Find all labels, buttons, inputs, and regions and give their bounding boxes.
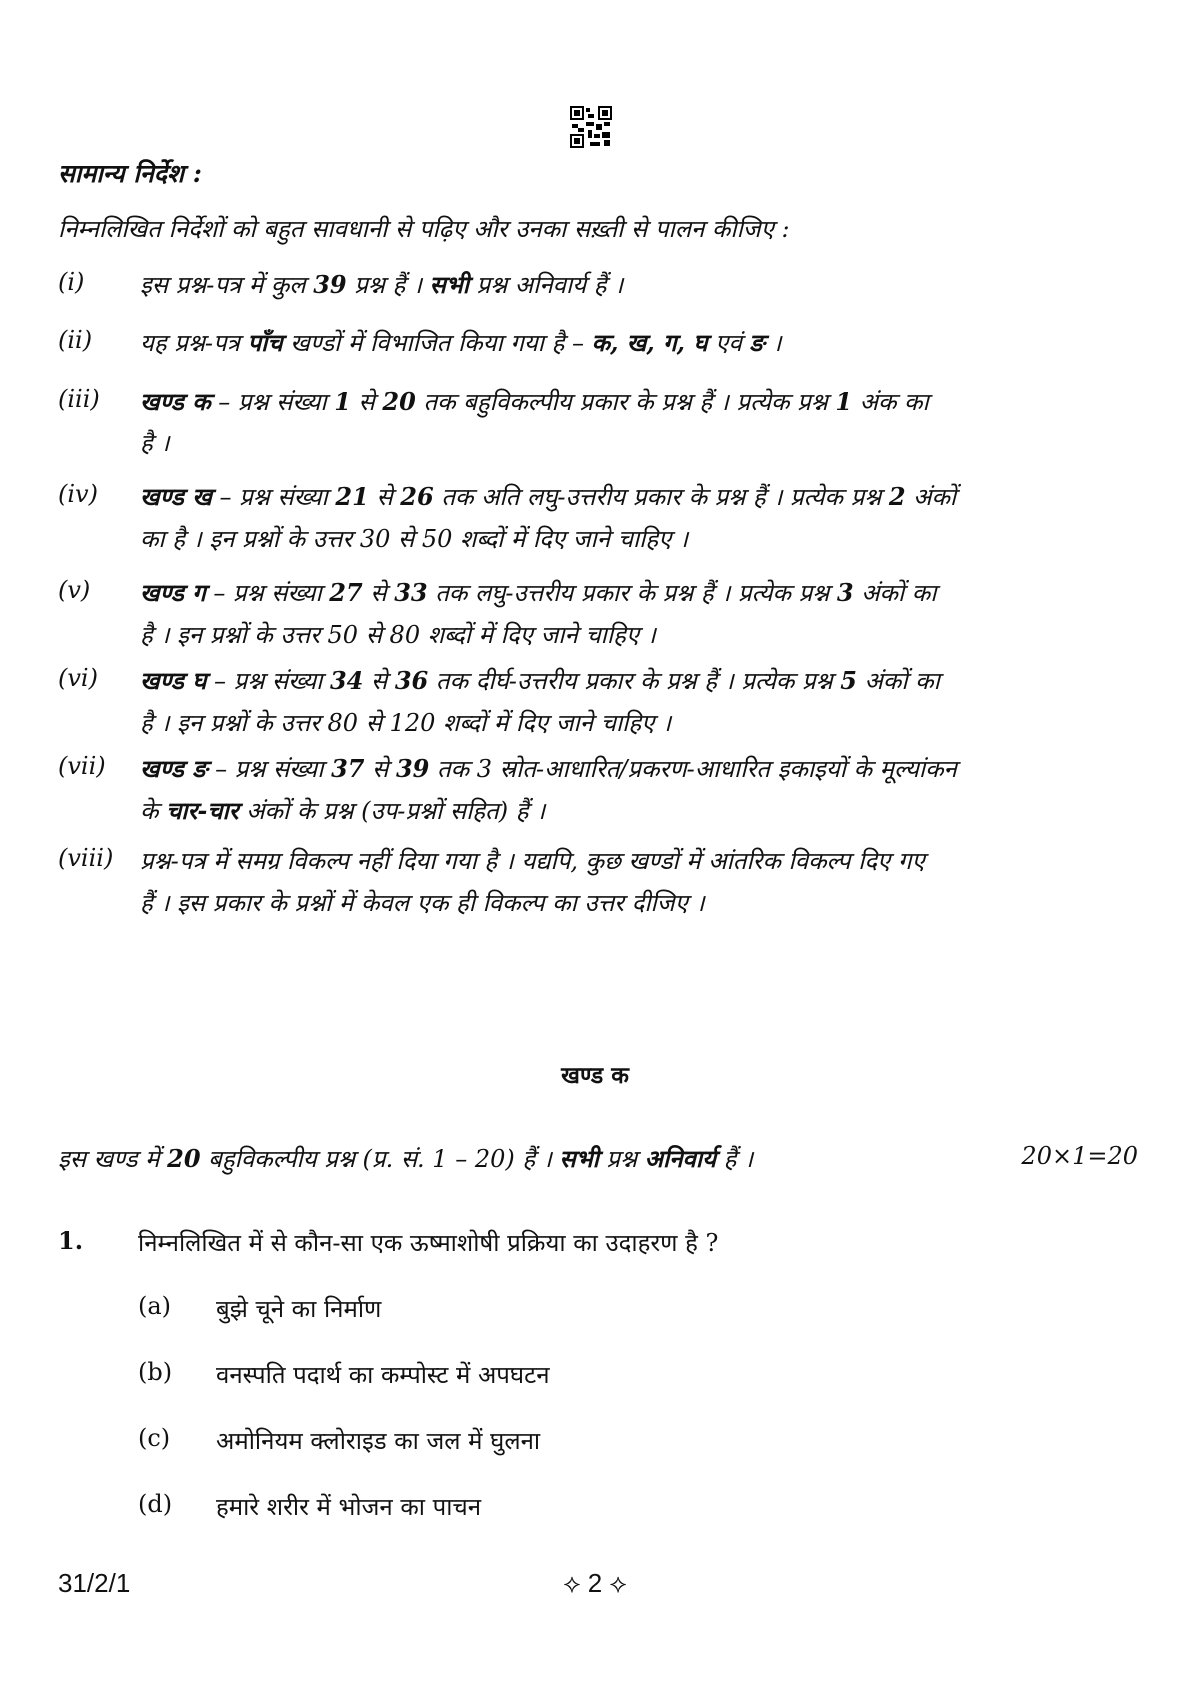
instruction-text: – प्रश्न संख्या bbox=[211, 483, 336, 511]
option-label: (d) bbox=[138, 1490, 173, 1518]
instruction-number: (vii) bbox=[58, 752, 106, 780]
instruction-line bbox=[140, 664, 1138, 697]
section-intro-text: इस खण्ड में bbox=[58, 1145, 168, 1173]
instruction-text: – प्रश्न संख्या bbox=[205, 579, 330, 607]
instruction-text: अंकों bbox=[905, 483, 957, 511]
instruction-text: है । bbox=[140, 429, 170, 457]
emphasis-text: खण्ड ग bbox=[140, 578, 206, 607]
instruction-line bbox=[140, 794, 1138, 827]
instruction-text: खण्डों में विभाजित किया गया है – bbox=[282, 329, 592, 357]
instruction-text: अंक का bbox=[852, 388, 929, 416]
instruction-line bbox=[140, 426, 1138, 459]
emphasis-text: खण्ड घ bbox=[140, 666, 207, 695]
option-label: (b) bbox=[138, 1358, 173, 1386]
instruction-text: तक बहुविकल्पीय प्रकार के प्रश्न हैं । प्रत्येक प्रश्न bbox=[415, 388, 836, 416]
instruction-text: । bbox=[764, 329, 782, 357]
general-instructions-heading: सामान्य निर्देश : bbox=[58, 159, 202, 188]
instruction-text: से bbox=[368, 483, 401, 511]
question-number: 1. bbox=[58, 1226, 84, 1255]
instruction-number: (vi) bbox=[58, 664, 98, 692]
instruction-text: है । इन प्रश्नों के उत्तर 80 से 120 शब्दों में दिए जाने चाहिए । bbox=[140, 709, 672, 737]
emphasis-text: 2 bbox=[888, 482, 906, 511]
instruction-line bbox=[140, 844, 1138, 877]
option-text: बुझे चूने का निर्माण bbox=[216, 1295, 382, 1323]
emphasis-text: ङ bbox=[749, 328, 765, 357]
emphasis-text: 33 bbox=[394, 578, 428, 607]
emphasis-text: 5 bbox=[840, 666, 857, 695]
emphasis-text: 39 bbox=[395, 754, 430, 783]
emphasis-text: 27 bbox=[329, 578, 363, 607]
instruction-text: तक लघु-उत्तरीय प्रकार के प्रश्न हैं । प्रत्येक प्रश्न bbox=[427, 579, 837, 607]
emphasis-text: 20 bbox=[382, 387, 416, 416]
instruction-text: – प्रश्न संख्या bbox=[206, 667, 330, 695]
instruction-text: तक दीर्घ-उत्तरीय प्रकार के प्रश्न हैं । प्रत्येक प्रश्न bbox=[428, 667, 841, 695]
instruction-text: यह प्रश्न-पत्र bbox=[140, 329, 248, 357]
emphasis-text: 36 bbox=[394, 666, 429, 695]
emphasis-text: चार-चार bbox=[166, 796, 239, 825]
emphasis-text: 39 bbox=[313, 270, 347, 299]
instruction-line bbox=[140, 706, 1138, 739]
instruction-line bbox=[140, 385, 1138, 418]
emphasis-text: 21 bbox=[335, 482, 369, 511]
instruction-line bbox=[140, 480, 1138, 513]
emphasis-text: सभी bbox=[429, 270, 469, 299]
emphasis-text: 26 bbox=[400, 482, 434, 511]
instruction-text: प्रश्न अनिवार्य हैं । bbox=[468, 271, 624, 299]
instruction-text: से bbox=[350, 388, 383, 416]
instruction-line bbox=[140, 522, 1138, 555]
instruction-text: अंकों के प्रश्न (उप-प्रश्नों सहित) हैं । bbox=[238, 797, 546, 825]
emphasis-text: 1 bbox=[334, 387, 351, 416]
instruction-text: से bbox=[363, 667, 395, 695]
instruction-number: (iv) bbox=[58, 480, 98, 508]
instruction-text: के bbox=[140, 797, 167, 825]
instruction-text: प्रश्न-पत्र में समग्र विकल्प नहीं दिया गया है । यद्यपि, कुछ खण्डों में आंतरिक विकल्प दिए गए bbox=[140, 847, 925, 875]
instruction-number: (ii) bbox=[58, 326, 93, 354]
instruction-text: का है । इन प्रश्नों के उत्तर 30 से 50 शब्दों में दिए जाने चाहिए । bbox=[140, 525, 689, 553]
instruction-text: इस प्रश्न-पत्र में कुल bbox=[140, 271, 314, 299]
emphasis-text: 3 bbox=[836, 578, 854, 607]
instruction-line bbox=[140, 618, 1138, 651]
instruction-number: (viii) bbox=[58, 844, 114, 872]
instruction-text: तक अति लघु-उत्तरीय प्रकार के प्रश्न हैं । प्रत्येक प्रश्न bbox=[433, 483, 889, 511]
instruction-line bbox=[140, 752, 1138, 785]
option-label: (a) bbox=[138, 1292, 172, 1320]
section-intro-text: प्रश्न bbox=[598, 1145, 645, 1173]
emphasis-text: क, ख, ग, घ bbox=[591, 328, 708, 357]
section-intro-text: बहुविकल्पीय प्रश्न (प्र. सं. 1 – 20) हैं । bbox=[200, 1145, 560, 1173]
option-text: वनस्पति पदार्थ का कम्पोस्ट में अपघटन bbox=[216, 1361, 550, 1389]
paper-code: 31/2/1 bbox=[58, 1568, 131, 1598]
emphasis-text: खण्ड क bbox=[140, 387, 211, 416]
instruction-line bbox=[140, 576, 1138, 609]
emphasis-text: 20 bbox=[167, 1144, 201, 1173]
instructions-intro: निम्नलिखित निर्देशों को बहुत सावधानी से पढ़िए और उनका सख़्ती से पालन कीजिए : bbox=[58, 215, 790, 243]
emphasis-text: सभी bbox=[559, 1144, 599, 1173]
instruction-text: प्रश्न हैं । bbox=[346, 271, 430, 299]
section-title: खण्ड क bbox=[561, 1062, 629, 1089]
instruction-text: तक 3 स्रोत-आधारित/प्रकरण-आधारित इकाइयों के मूल्यांकन bbox=[429, 755, 957, 783]
instruction-text: से bbox=[362, 579, 395, 607]
instruction-line bbox=[140, 268, 1138, 301]
emphasis-text: खण्ड ख bbox=[140, 482, 212, 511]
instruction-text: अंकों का bbox=[856, 667, 940, 695]
instruction-text: – प्रश्न संख्या bbox=[210, 388, 335, 416]
option-text: अमोनियम क्लोराइड का जल में घुलना bbox=[216, 1427, 541, 1455]
emphasis-text: 37 bbox=[331, 754, 365, 783]
instruction-line bbox=[140, 326, 1138, 359]
instruction-number: (v) bbox=[58, 576, 91, 604]
page-number: ⟡ 2 ⟡ bbox=[563, 1568, 627, 1598]
qr-code bbox=[570, 106, 612, 148]
section-intro bbox=[58, 1142, 753, 1175]
instruction-line bbox=[140, 886, 1138, 919]
instruction-text: अंकों का bbox=[853, 579, 937, 607]
instruction-text: – प्रश्न संख्या bbox=[207, 755, 332, 783]
instruction-text: हैं । इस प्रकार के प्रश्नों में केवल एक ही विकल्प का उत्तर दीजिए । bbox=[140, 889, 705, 917]
instruction-text: एवं bbox=[707, 329, 750, 357]
option-text: हमारे शरीर में भोजन का पाचन bbox=[216, 1493, 482, 1521]
instruction-number: (i) bbox=[58, 268, 85, 296]
section-intro-text: हैं । bbox=[716, 1145, 754, 1173]
emphasis-text: खण्ड ङ bbox=[140, 754, 208, 783]
emphasis-text: 34 bbox=[329, 666, 364, 695]
instruction-text: है । इन प्रश्नों के उत्तर 50 से 80 शब्दों में दिए जाने चाहिए । bbox=[140, 621, 656, 649]
emphasis-text: अनिवार्य bbox=[644, 1144, 717, 1173]
instruction-number: (iii) bbox=[58, 385, 100, 413]
section-marks: 20×1=20 bbox=[1021, 1142, 1138, 1170]
option-label: (c) bbox=[138, 1424, 171, 1452]
emphasis-text: पाँच bbox=[247, 328, 283, 357]
question-text: निम्नलिखित में से कौन-सा एक ऊष्माशोषी प्रक्रिया का उदाहरण है ? bbox=[138, 1229, 719, 1257]
emphasis-text: 1 bbox=[835, 387, 853, 416]
instruction-text: से bbox=[364, 755, 396, 783]
